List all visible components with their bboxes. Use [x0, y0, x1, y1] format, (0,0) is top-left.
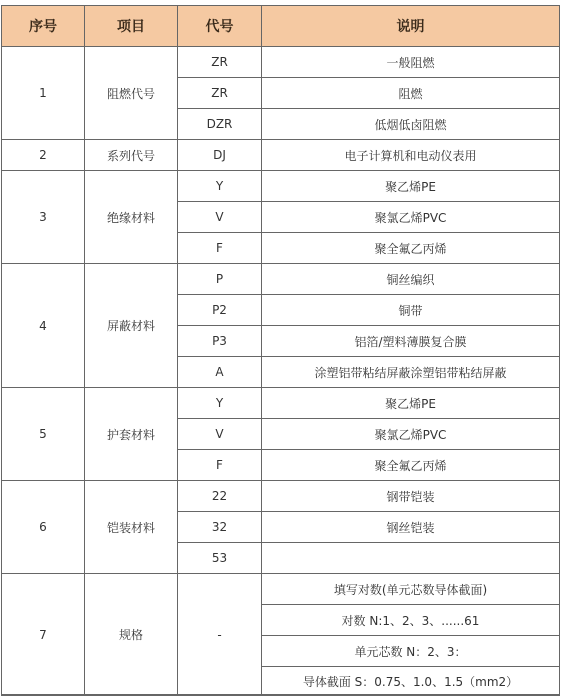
row-code: DZR	[178, 109, 262, 140]
group-index: 2	[2, 140, 85, 171]
bottom-divider	[1, 694, 559, 695]
header-item: 项目	[85, 6, 178, 47]
row-description: 导体截面 S：0.75、1.0、1.5（mm2）	[262, 667, 560, 696]
group-item: 阻燃代号	[85, 47, 178, 140]
header-index: 序号	[2, 6, 85, 47]
table-row	[2, 47, 560, 78]
header-description: 说明	[262, 6, 560, 47]
group-item: 系列代号	[85, 140, 178, 171]
group-item: 绝缘材料	[85, 171, 178, 264]
table-row	[2, 481, 560, 512]
group-index: 7	[2, 574, 85, 696]
row-code: A	[178, 357, 262, 388]
row-description: 电子计算机和电动仪表用	[262, 140, 560, 171]
row-description: 聚氯乙烯PVC	[262, 202, 560, 233]
row-description: 铝箔/塑料薄膜复合膜	[262, 326, 560, 357]
row-code: 22	[178, 481, 262, 512]
row-code: V	[178, 202, 262, 233]
row-code: 53	[178, 543, 262, 574]
group-item: 铠装材料	[85, 481, 178, 574]
row-description: 对数 N:1、2、3、......61	[262, 605, 560, 636]
row-code: ZR	[178, 78, 262, 109]
table-row	[2, 171, 560, 202]
row-code: -	[178, 574, 262, 696]
table-row	[2, 574, 560, 605]
cable-code-table	[1, 5, 560, 696]
row-description: 钢丝铠装	[262, 512, 560, 543]
group-index: 5	[2, 388, 85, 481]
row-description: 铜丝编织	[262, 264, 560, 295]
row-description: 聚乙烯PE	[262, 171, 560, 202]
row-description: 涂塑铝带粘结屏蔽涂塑铝带粘结屏蔽	[262, 357, 560, 388]
row-code: ZR	[178, 47, 262, 78]
row-description: 填写对数(单元芯数导体截面)	[262, 574, 560, 605]
group-item: 护套材料	[85, 388, 178, 481]
group-index: 3	[2, 171, 85, 264]
group-item: 屏蔽材料	[85, 264, 178, 388]
row-code: 32	[178, 512, 262, 543]
table-row	[2, 388, 560, 419]
row-description: 单元芯数 N：2、3：	[262, 636, 560, 667]
row-description: 铜带	[262, 295, 560, 326]
row-code: Y	[178, 388, 262, 419]
table-row	[2, 140, 560, 171]
row-description	[262, 543, 560, 574]
group-index: 4	[2, 264, 85, 388]
table-row	[2, 264, 560, 295]
row-code: P2	[178, 295, 262, 326]
row-code: F	[178, 233, 262, 264]
row-code: P3	[178, 326, 262, 357]
group-item: 规格	[85, 574, 178, 696]
header-code: 代号	[178, 6, 262, 47]
row-description: 聚全氟乙丙烯	[262, 450, 560, 481]
row-description: 钢带铠装	[262, 481, 560, 512]
group-index: 6	[2, 481, 85, 574]
row-code: P	[178, 264, 262, 295]
group-index: 1	[2, 47, 85, 140]
row-code: V	[178, 419, 262, 450]
row-description: 低烟低卤阻燃	[262, 109, 560, 140]
row-code: F	[178, 450, 262, 481]
row-description: 聚全氟乙丙烯	[262, 233, 560, 264]
row-code: DJ	[178, 140, 262, 171]
row-description: 阻燃	[262, 78, 560, 109]
row-code: Y	[178, 171, 262, 202]
row-description: 聚氯乙烯PVC	[262, 419, 560, 450]
row-description: 聚乙烯PE	[262, 388, 560, 419]
header-row	[2, 6, 560, 47]
row-description: 一般阻燃	[262, 47, 560, 78]
